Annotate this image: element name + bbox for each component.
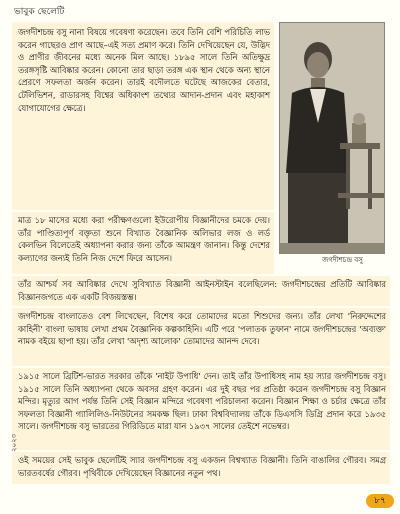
paragraph-5: ১৯১৫ সালে ব্রিটিশ-ভারত সরকার তাঁকে 'নাইট উপাধি' দেন। তাই তাঁর উপাধিসহ নাম হয় স্যার জগদীশচন্দ্র বসু। ১৯১৫ সালে তিনি অধ্যাপনা থেকে অবসর গ্রহণ করেন। এর দুই বছর পর প্রতিষ্ঠা করেন জগদীশচন্দ্র বসু বিজ্ঞান মন্দির। মৃত্যুর আগ পর্যন্ত তিনি সেই বিজ্ঞান মন্দিরে গবেষণা পরিচালনা করেন। বিজ্ঞান শিক্ষা ও চর্চার ক্ষেত্রে তাঁর সফলতা বিজ্ঞানী গ্যালিলিও-নিউটনের সমকক্ষ ছিল। ঢাকা বিশ্ববিদ্যালয় তাঁকে ডিএসসি ডিগ্রি প্রদান করে ১৯৩৫ সালে। জগদীশচন্দ্র বসু ভারতের গিরিডিতে মারা যান ১৯৩৭ সালের তেইশে নভেম্বর। — [18, 371, 386, 432]
side-year-mark: ২০২৩ — [10, 433, 18, 452]
photo-caption: জগদীশচন্দ্র বসু — [322, 256, 363, 264]
paragraph-6: ওই সময়ের সেই ভাবুক ছেলেটিই স্যার জগদীশচন্দ্র বসু একজন বিশ্বখ্যাত বিজ্ঞানী। তিনি বাঙালির গৌরব। সমগ্র ভারতবর্ষের গৌরব। পৃথিবীকে দেখিয়েছেন বিজ্ঞানের নতুন পথ। — [18, 455, 386, 478]
paragraph-4: জগদীশচন্দ্র বাংলাতেও বেশ লিখেছেন, বিশেষ করে তোমাদের মতো শিশুদের জন্য। তাঁর লেখা 'নিরুদ্দেশের কাহিনী' বাংলা ভাষায় লেখা প্রথম বৈজ্ঞানিক কল্পকাহিনি। এটি পরে 'পলাতক তুফান' নামে জগদীশচন্দ্রের 'অব্যক্ত' নামক বইয়ে ছাপা হয়। তাঁর লেখা 'অদৃশ্য আলোক' তোমাদের আনন্দ দেবে। — [18, 311, 386, 347]
paragraph-2: মাত্র ১৮ মাসের মধ্যে করা পরীক্ষণগুলো ইউরোপীয় বিজ্ঞানীদের চমকে দেয়। তাঁর পাণ্ডিত্যপূর্ণ বক্তৃতা শুনে বিখ্যাত বৈজ্ঞানিক অলিভার লজ ও লর্ড কেলভিন বিলেতেই অধ্যাপনা করার জন্য তাঁকে আমন্ত্রণ জানান। কিন্তু দেশের কল্যাণের জন্যই তিনি নিজ দেশে ফিরে আসেন। — [18, 215, 270, 263]
portrait-photo — [279, 22, 385, 254]
paragraph-3: তাঁর আশ্চর্য সব আবিষ্কার দেখে সুবিখ্যাত বিজ্ঞানী আইনস্টাইন বলেছিলেন: জগদীশচন্দ্রের প্রতিটি আবিষ্কার বিজ্ঞানজগতে এক একটি বিজয়স্তম্ভ। — [18, 279, 386, 302]
paragraph-1: জগদীশচন্দ্র বসু নানা বিষয়ে গবেষণা করেছেন। তবে তিনি বেশি পরিচিতি লাভ করেন গাছেরও প্রাণ আছে–এই সত্য প্রমাণ করে। তিনি দেখিয়েছেন যে, উদ্ভিদ ও প্রাণীর জীবনের মধ্যে অনেক মিল আছে। ১৮৯৫ সালে তিনি অতিক্ষুদ্র তরঙ্গসৃষ্টি আবিষ্কার করেন। কোনো তার ছাড়া তরঙ্গ এক স্থান থেকে অন্য স্থানে প্রেরণে সফলতা অর্জন করেন। তারই বদৌলতে ঘটেছে আজকের বেতার, টেলিভিশন, রাডারসহ বিশ্বের অধিকাংশ তথ্যের আদান-প্রদান এবং মহাকাশ যোগাযোগের ক্ষেত্রে। — [18, 27, 270, 113]
page-number-badge: ৮৭ — [366, 494, 394, 508]
page-header: ভাবুক ছেলেটি — [14, 7, 65, 17]
portrait-illustration — [280, 23, 384, 253]
